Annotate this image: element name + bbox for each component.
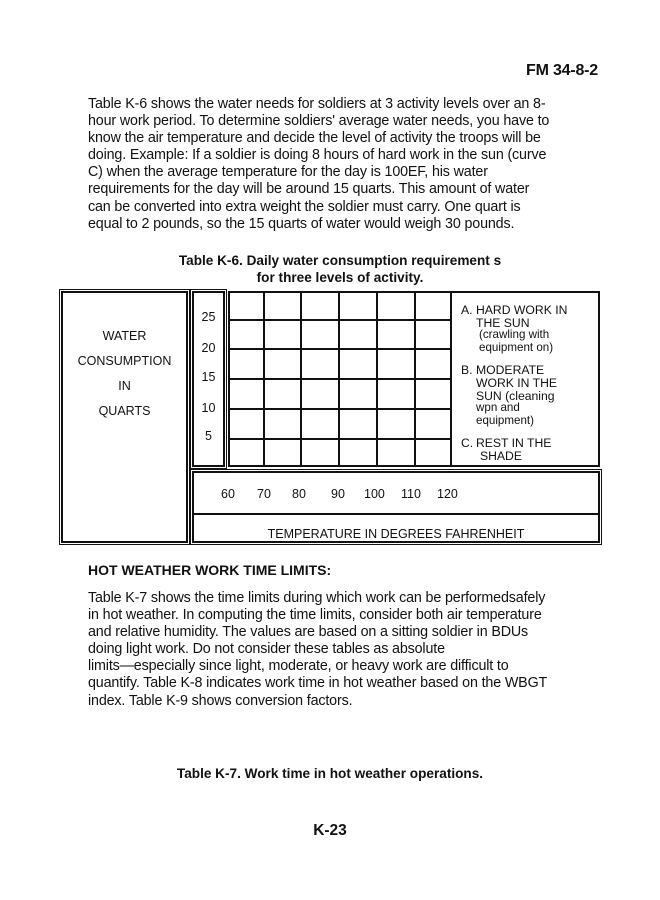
y-label-line: QUARTS <box>98 404 151 418</box>
caption-line-2: for three levels of activity. <box>256 269 424 285</box>
x-tick: 80 <box>292 487 306 501</box>
chart-legend <box>461 304 596 473</box>
legend-detail: equipment on) <box>479 340 554 354</box>
x-tick: 100 <box>364 487 385 501</box>
legend-detail: wpn and <box>476 401 520 415</box>
y-tick: 10 <box>201 401 216 415</box>
text-line: quantify. Table K-8 indicates work time in hot weather based on the WBGT <box>88 675 548 692</box>
text-line: doing light work. Do not consider these tables as absolute <box>88 641 445 658</box>
text-line: can be converted into extra weight the soldier must carry. One quart is <box>88 198 521 215</box>
text-line: doing. Example: If a soldier is doing 8 hours of hard work in the sun (curve <box>88 147 547 164</box>
x-tick: 110 <box>401 487 421 501</box>
y-tick: 25 <box>201 310 216 324</box>
legend-detail: equipment) <box>476 413 535 427</box>
y-tick: 5 <box>205 429 212 443</box>
y-label-line: IN <box>118 379 131 393</box>
legend-title: THE SUN <box>476 315 530 330</box>
y-label-line: WATER <box>102 329 147 343</box>
legend-key: B. <box>461 363 473 378</box>
text-line: limits—especially since light, moderate, or heavy work are difficult to <box>88 658 509 675</box>
text-line: equal to 2 pounds, so the 15 quarts of water would weigh 30 pounds. <box>88 215 515 232</box>
y-axis-ticks-box <box>192 291 225 467</box>
y-label-line: CONSUMPTION <box>77 354 172 368</box>
intro-paragraph <box>88 96 608 233</box>
table-k6-caption <box>120 253 560 286</box>
legend-key: C. <box>461 436 474 451</box>
caption-line-1: Table K-6. Daily water consumption requirement s <box>178 253 502 268</box>
x-tick: 70 <box>257 487 271 501</box>
text-line: Table K-7 shows the time limits during which work can be performedsafely <box>88 590 546 606</box>
legend-title: REST IN THE <box>476 436 552 451</box>
x-axis-title: TEMPERATURE IN DEGREES FAHRENHEIT <box>267 527 525 541</box>
legend-detail: (crawling with <box>479 328 550 342</box>
text-line: index. Table K-9 shows conversion factors. <box>88 692 353 709</box>
document-id: FM 34-8-2 <box>526 62 598 79</box>
text-line: Table K-6 shows the water needs for soldiers at 3 activity levels over an 8- <box>88 96 546 112</box>
x-tick: 90 <box>331 487 345 501</box>
y-tick: 15 <box>201 370 216 384</box>
legend-title: WORK IN THE <box>476 375 558 390</box>
text-line: C) when the average temperature for the day is 100EF, his water <box>88 164 488 181</box>
legend-title: SUN (cleaning <box>476 388 555 403</box>
section-paragraph <box>88 590 608 710</box>
text-line: know the air temperature and decide the level of activity the troops will be <box>88 130 541 147</box>
legend-title: MODERATE <box>476 363 545 378</box>
legend-item-b <box>461 364 596 427</box>
section-heading: HOT WEATHER WORK TIME LIMITS: <box>88 562 332 578</box>
page-number: K-23 <box>313 822 347 839</box>
legend-title: HARD WORK IN <box>476 303 568 317</box>
plot-grid <box>228 291 452 467</box>
table-k7-caption: Table K-7. Work time in hot weather operations. <box>176 766 484 781</box>
text-line: requirements for the day will be around 15 quarts. This amount of water <box>88 181 530 198</box>
x-tick: 120 <box>437 487 458 501</box>
y-tick: 20 <box>201 341 216 355</box>
legend-title: SHADE <box>480 448 522 463</box>
x-tick: 60 <box>221 487 235 501</box>
legend-item-a <box>461 304 596 354</box>
legend-item-c <box>461 437 596 462</box>
text-line: and relative humidity. The values are based on a sitting soldier in BDUs <box>88 624 529 641</box>
text-line: hour work period. To determine soldiers' average water needs, you have to <box>88 113 550 130</box>
y-axis-label-box <box>61 291 188 543</box>
legend-key: A. <box>461 303 473 317</box>
text-line: in hot weather. In computing the time limits, consider both air temperature <box>88 607 542 624</box>
